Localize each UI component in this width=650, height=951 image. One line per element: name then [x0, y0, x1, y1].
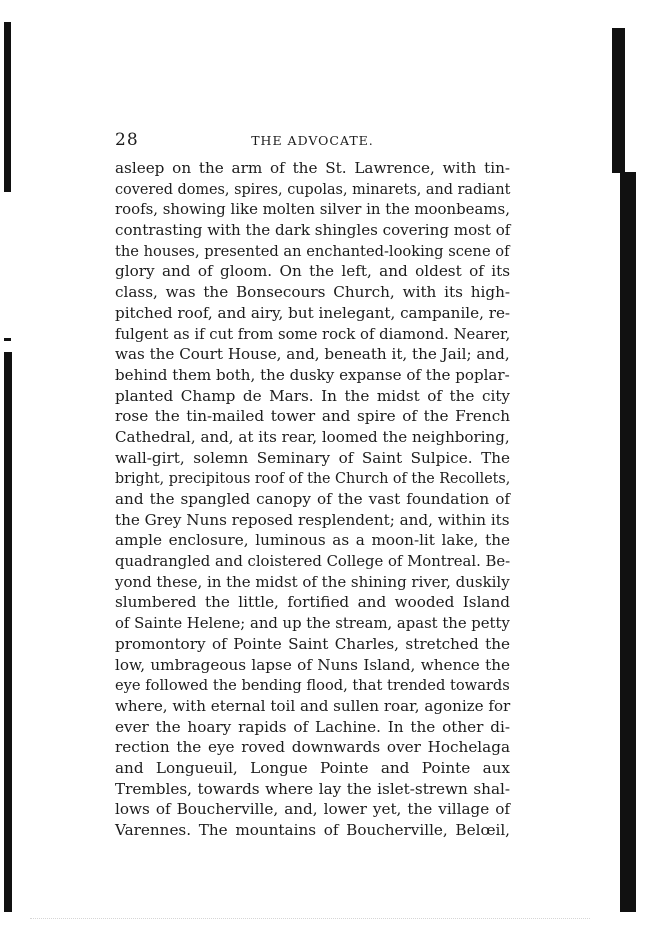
text-line: fulgent as if cut from some rock of diamond. Nearer, — [115, 324, 511, 343]
text-line: was the Court House, and, beneath it, the Jail; and, — [115, 345, 510, 364]
scan-edge-right-top — [612, 28, 625, 173]
text-line: planted Champ de Mars. In the midst of the city — [115, 386, 510, 405]
text-line: and Longueuil, Longue Pointe and Pointe aux — [115, 758, 510, 777]
text-line: Cathedral, and, at its rear, loomed the neighboring, — [115, 427, 510, 446]
scan-noise-bottom — [30, 918, 590, 929]
text-line: class, was the Bonsecours Church, with its high- — [115, 283, 510, 302]
text-line: the houses, presented an enchanted-looking scene of — [115, 241, 510, 260]
scan-edge-right-bottom — [620, 172, 636, 912]
text-line: behind them both, the dusky expanse of the poplar- — [115, 365, 510, 384]
scan-edge-left-top — [4, 22, 11, 192]
text-line: bright, precipitous roof of the Church of the Recollets, — [115, 469, 511, 488]
text-line: the Grey Nuns reposed resplendent; and, within its — [115, 510, 510, 529]
page-number: 28 — [115, 130, 139, 150]
text-line: contrasting with the dark shingles covering most of — [115, 221, 511, 240]
text-line: ever the hoary rapids of Lachine. In the other di- — [115, 717, 510, 736]
scan-edge-left-bottom — [4, 352, 12, 912]
page-header — [115, 130, 510, 152]
text-line: of Sainte Helene; and up the stream, apast the petty — [115, 614, 510, 633]
scan-edge-left-mark — [4, 338, 11, 341]
text-line: pitched roof, and airy, but inelegant, campanile, re- — [115, 303, 511, 322]
text-line: lows of Boucherville, and, lower yet, the village of — [115, 800, 510, 819]
text-line: glory and of gloom. On the left, and oldest of its — [115, 262, 510, 281]
text-line: roofs, showing like molten silver in the moonbeams, — [115, 200, 510, 219]
text-line: ample enclosure, luminous as a moon-lit lake, the — [115, 531, 510, 550]
text-line: eye followed the bending flood, that trended towards — [115, 676, 510, 695]
text-line: Trembles, towards where lay the islet-strewn shal- — [115, 779, 510, 798]
text-line: slumbered the little, fortified and wooded Island — [115, 593, 510, 612]
running-title: THE ADVOCATE. — [251, 133, 374, 148]
text-line: quadrangled and cloistered College of Montreal. Be- — [115, 552, 511, 571]
text-line: covered domes, spires, cupolas, minarets, and radiant — [115, 179, 511, 198]
text-line: rection the eye roved downwards over Hochelaga — [115, 738, 510, 757]
text-line: low, umbrageous lapse of Nuns Island, whence the — [115, 655, 510, 674]
body-paragraph — [115, 158, 510, 841]
text-line: rose the tin-mailed tower and spire of the French — [115, 407, 510, 426]
text-line: asleep on the arm of the St. Lawrence, with tin- — [115, 159, 510, 177]
text-line: yond these, in the midst of the shining river, duskily — [115, 572, 510, 591]
text-line: where, with eternal toil and sullen roar, agonize for — [115, 696, 511, 715]
text-line: wall-girt, solemn Seminary of Saint Sulpice. The — [115, 448, 510, 467]
text-line: promontory of Pointe Saint Charles, stretched the — [115, 634, 510, 653]
text-line: and the spangled canopy of the vast foundation of — [115, 490, 510, 508]
text-line: Varennes. The mountains of Boucherville, Belœil, — [115, 821, 510, 839]
